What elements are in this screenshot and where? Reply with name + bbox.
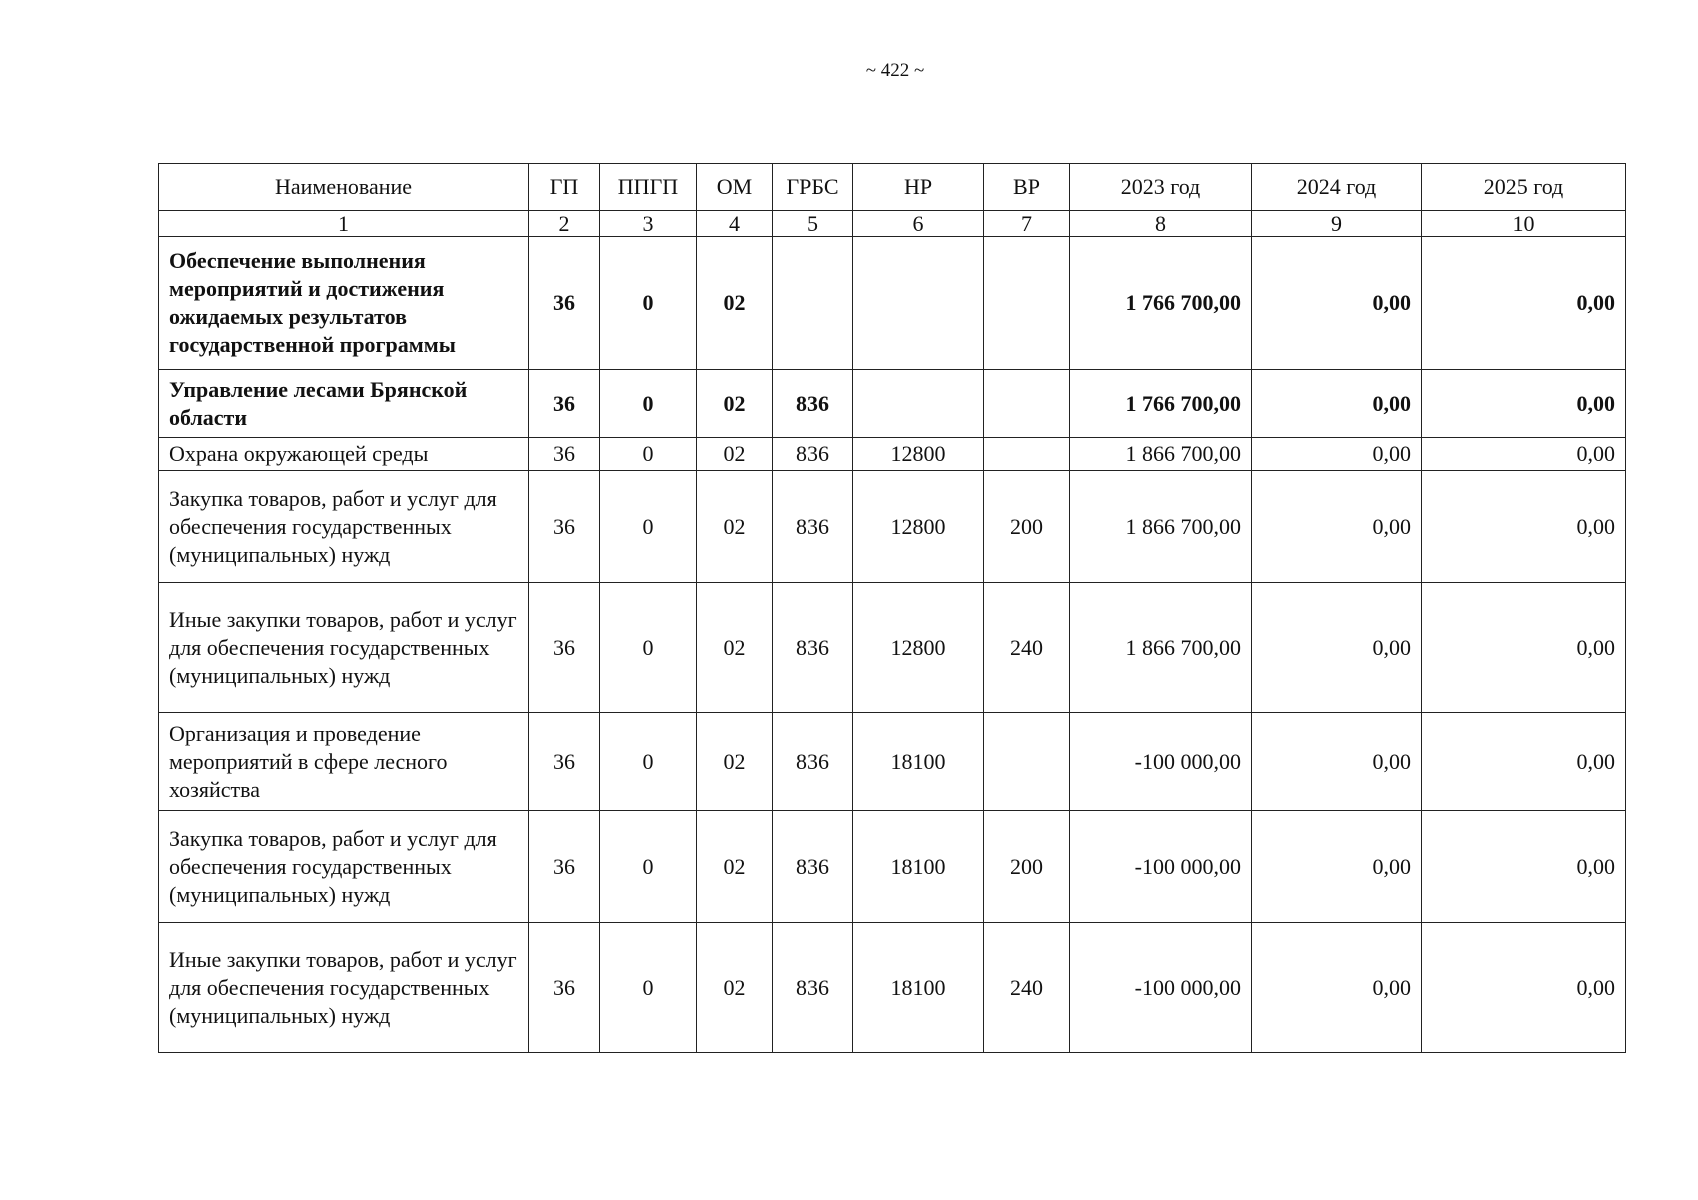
cell-nr [853, 237, 984, 370]
cell-2023: -100 000,00 [1070, 713, 1252, 811]
cell-ppgp: 0 [600, 370, 697, 438]
header-nr: НР [853, 164, 984, 211]
table-row [159, 713, 1626, 811]
cell-gp: 36 [529, 923, 600, 1053]
header-2024: 2024 год [1252, 164, 1422, 211]
cell-nr: 12800 [853, 438, 984, 471]
cell-grbs: 836 [773, 438, 853, 471]
cell-2023: 1 766 700,00 [1070, 237, 1252, 370]
cell-2025: 0,00 [1422, 583, 1626, 713]
cell-ppgp: 0 [600, 713, 697, 811]
cell-grbs: 836 [773, 713, 853, 811]
header-om: ОМ [697, 164, 773, 211]
cell-2023: -100 000,00 [1070, 923, 1252, 1053]
cell-2023: 1 866 700,00 [1070, 438, 1252, 471]
cell-gp: 36 [529, 471, 600, 583]
cell-2024: 0,00 [1252, 471, 1422, 583]
budget-table [158, 163, 1626, 1053]
cell-2025: 0,00 [1422, 923, 1626, 1053]
table-row [159, 370, 1626, 438]
cell-2024: 0,00 [1252, 923, 1422, 1053]
cell-gp: 36 [529, 583, 600, 713]
row-name: Обеспечение выполнения мероприятий и достижения ожидаемых результатов государственной программы [159, 237, 529, 370]
cell-grbs: 836 [773, 923, 853, 1053]
row-name: Иные закупки товаров, работ и услуг для обеспечения государственных (муниципальных) нужд [159, 923, 529, 1053]
row-name: Управление лесами Брянской области [159, 370, 529, 438]
column-number: 5 [773, 211, 853, 237]
cell-2025: 0,00 [1422, 370, 1626, 438]
cell-gp: 36 [529, 438, 600, 471]
cell-vr [984, 713, 1070, 811]
cell-grbs: 836 [773, 471, 853, 583]
cell-om: 02 [697, 713, 773, 811]
cell-2024: 0,00 [1252, 583, 1422, 713]
cell-ppgp: 0 [600, 811, 697, 923]
table-row [159, 237, 1626, 370]
header-grbs: ГРБС [773, 164, 853, 211]
column-number: 4 [697, 211, 773, 237]
column-number-row [159, 211, 1626, 237]
cell-om: 02 [697, 471, 773, 583]
cell-2024: 0,00 [1252, 237, 1422, 370]
cell-2025: 0,00 [1422, 713, 1626, 811]
cell-nr: 12800 [853, 471, 984, 583]
cell-vr [984, 438, 1070, 471]
header-ppgp: ППГП [600, 164, 697, 211]
cell-vr [984, 237, 1070, 370]
cell-nr [853, 370, 984, 438]
cell-om: 02 [697, 370, 773, 438]
table-row [159, 471, 1626, 583]
row-name: Охрана окружающей среды [159, 438, 529, 471]
cell-2024: 0,00 [1252, 811, 1422, 923]
cell-om: 02 [697, 237, 773, 370]
cell-ppgp: 0 [600, 237, 697, 370]
cell-nr: 12800 [853, 583, 984, 713]
column-number: 7 [984, 211, 1070, 237]
table-row [159, 438, 1626, 471]
cell-2024: 0,00 [1252, 713, 1422, 811]
cell-2024: 0,00 [1252, 438, 1422, 471]
header-row [159, 164, 1626, 211]
column-number: 1 [159, 211, 529, 237]
page-number: ~ 422 ~ [865, 60, 925, 81]
column-number: 9 [1252, 211, 1422, 237]
header-vr: ВР [984, 164, 1070, 211]
cell-vr: 240 [984, 583, 1070, 713]
column-number: 2 [529, 211, 600, 237]
cell-ppgp: 0 [600, 438, 697, 471]
column-number: 6 [853, 211, 984, 237]
column-number: 10 [1422, 211, 1626, 237]
column-number: 8 [1070, 211, 1252, 237]
cell-om: 02 [697, 438, 773, 471]
row-name: Закупка товаров, работ и услуг для обеспечения государственных (муниципальных) нужд [159, 471, 529, 583]
cell-2023: -100 000,00 [1070, 811, 1252, 923]
cell-nr: 18100 [853, 811, 984, 923]
table-row [159, 811, 1626, 923]
cell-grbs: 836 [773, 811, 853, 923]
header-2023: 2023 год [1070, 164, 1252, 211]
cell-vr [984, 370, 1070, 438]
cell-gp: 36 [529, 370, 600, 438]
cell-gp: 36 [529, 713, 600, 811]
cell-om: 02 [697, 923, 773, 1053]
header-name: Наименование [159, 164, 529, 211]
cell-2024: 0,00 [1252, 370, 1422, 438]
cell-gp: 36 [529, 811, 600, 923]
cell-vr: 200 [984, 471, 1070, 583]
cell-2025: 0,00 [1422, 438, 1626, 471]
cell-nr: 18100 [853, 713, 984, 811]
cell-grbs [773, 237, 853, 370]
cell-ppgp: 0 [600, 583, 697, 713]
cell-vr: 240 [984, 923, 1070, 1053]
table-row [159, 583, 1626, 713]
cell-om: 02 [697, 583, 773, 713]
cell-ppgp: 0 [600, 923, 697, 1053]
row-name: Закупка товаров, работ и услуг для обеспечения государственных (муниципальных) нужд [159, 811, 529, 923]
row-name: Организация и проведение мероприятий в сфере лесного хозяйства [159, 713, 529, 811]
cell-2023: 1 766 700,00 [1070, 370, 1252, 438]
header-2025: 2025 год [1422, 164, 1626, 211]
header-gp: ГП [529, 164, 600, 211]
cell-om: 02 [697, 811, 773, 923]
cell-gp: 36 [529, 237, 600, 370]
cell-ppgp: 0 [600, 471, 697, 583]
cell-2023: 1 866 700,00 [1070, 583, 1252, 713]
cell-2025: 0,00 [1422, 811, 1626, 923]
cell-vr: 200 [984, 811, 1070, 923]
cell-nr: 18100 [853, 923, 984, 1053]
cell-grbs: 836 [773, 583, 853, 713]
cell-2025: 0,00 [1422, 471, 1626, 583]
cell-2023: 1 866 700,00 [1070, 471, 1252, 583]
cell-2025: 0,00 [1422, 237, 1626, 370]
cell-grbs: 836 [773, 370, 853, 438]
row-name: Иные закупки товаров, работ и услуг для обеспечения государственных (муниципальных) нужд [159, 583, 529, 713]
column-number: 3 [600, 211, 697, 237]
table-row [159, 923, 1626, 1053]
